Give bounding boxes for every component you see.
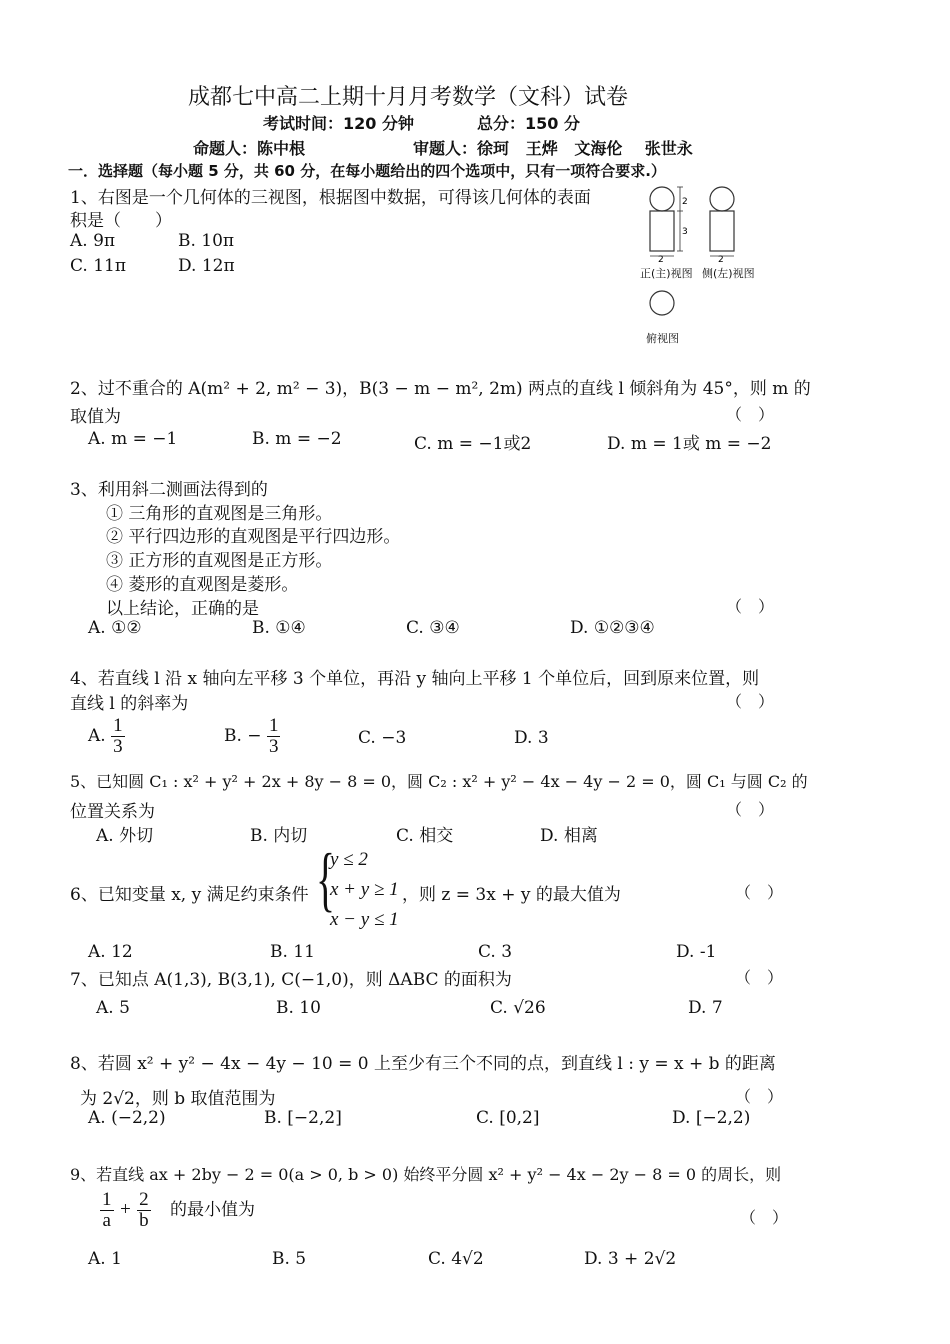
q6-constraint-1: y ≤ 2: [330, 849, 368, 870]
top-view: [650, 291, 674, 315]
q9-fraction-2: [137, 1190, 151, 1231]
q9-option-c: C. 4√2: [428, 1249, 484, 1269]
constraint-brace: {: [316, 839, 336, 919]
q3-statement-2: ② 平行四边形的直观图是平行四边形。: [106, 527, 401, 547]
q8-option-a: A. (−2,2): [88, 1108, 166, 1128]
q6-option-b: B. 11: [270, 942, 315, 962]
q3-statement-1: ① 三角形的直观图是三角形。: [106, 504, 333, 524]
q4-b-numerator: 1: [268, 715, 279, 736]
dim-top-label: 2: [682, 197, 688, 207]
q8-stem-line2: 为 2√2，则 b 取值范围为: [80, 1089, 276, 1109]
q3-answer-paren: （ ）: [726, 597, 775, 616]
q6-constraint-3: x − y ≤ 1: [330, 909, 399, 930]
q7-stem: 7、已知点 A(1,3), B(3,1), C(−1,0)，则 ΔABC 的面积为: [70, 970, 512, 990]
q5-option-b: B. 内切: [250, 826, 308, 846]
q4-option-a: [88, 716, 125, 757]
q9-option-a: A. 1: [88, 1249, 122, 1269]
q1-stem-line2: 积是（ ）: [70, 211, 172, 231]
q6-option-c: C. 3: [478, 942, 513, 962]
q7-option-b: B. 10: [276, 998, 321, 1018]
front-view-caption: 正(主)视图: [640, 267, 693, 280]
q3-option-c: C. ③④: [406, 618, 460, 638]
q1-option-d: D. 12π: [178, 256, 235, 276]
q6-prefix: 6、已知变量 x, y 满足约束条件: [70, 885, 309, 905]
q8-option-b: B. [−2,2]: [264, 1108, 342, 1128]
q3-statement-4: ④ 菱形的直观图是菱形。: [106, 575, 299, 595]
q4-option-c: C. −3: [358, 728, 407, 748]
q9-expression: [100, 1190, 255, 1231]
q4-option-a-fraction: [111, 716, 125, 757]
q5-stem-line1: 5、已知圆 C₁ : x² + y² + 2x + 8y − 8 = 0，圆 C₂ : x² + y² − 4x − 4y − 2 = 0，圆 C₁ 与圆 C₂ 的: [70, 772, 808, 791]
q4-option-b-label: B. −: [224, 726, 262, 746]
q8-stem-line1: 8、若圆 x² + y² − 4x − 4y − 10 = 0 上至少有三个不同的点，到直线 l : y = x + b 的距离: [70, 1054, 776, 1074]
q2-option-c: C. m = −1或2: [414, 434, 532, 454]
q2-stem-line1: 2、过不重合的 A(m² + 2, m² − 3)，B(3 − m − m², 2m) 两点的直线 l 倾斜角为 45°，则 m 的: [70, 379, 811, 399]
q4-option-a-label: A.: [88, 726, 106, 746]
q7-option-c: C. √26: [490, 998, 546, 1018]
exam-title: 成都七中高二上期十月月考数学（文科）试卷: [188, 85, 629, 110]
q9-f1-denominator: a: [102, 1210, 111, 1231]
q9-f2-denominator: b: [139, 1210, 149, 1231]
q5-option-a: A. 外切: [96, 826, 154, 846]
q4-b-denominator: 3: [268, 736, 279, 757]
q9-f2-numerator: 2: [139, 1189, 149, 1210]
q4-stem-line2: 直线 l 的斜率为: [70, 694, 189, 714]
q2-option-b: B. m = −2: [252, 429, 342, 449]
q4-stem-line1: 4、若直线 l 沿 x 轴向左平移 3 个单位，再沿 y 轴向上平移 1 个单位后，回到原来位置，则: [70, 669, 760, 689]
q8-option-c: C. [0,2]: [476, 1108, 540, 1128]
q3-conclusion: 以上结论，正确的是: [106, 599, 259, 619]
q8-option-d: D. [−2,2): [672, 1108, 751, 1128]
q3-option-d: D. ①②③④: [570, 618, 655, 638]
q1-option-a: A. 9π: [70, 231, 116, 251]
q3-option-b: B. ①④: [252, 618, 306, 638]
exam-total: 总分：150 分: [477, 114, 580, 133]
q9-option-b: B. 5: [272, 1249, 307, 1269]
exam-reviewers: 审题人：徐珂 王烨 文海伦 张世永: [413, 139, 693, 158]
q2-option-a: A. m = −1: [88, 429, 178, 449]
q1-option-c: C. 11π: [70, 256, 127, 276]
top-view-caption: 俯视图: [646, 332, 679, 345]
q4-option-b-fraction: [267, 716, 281, 757]
q3-option-a: A. ①②: [88, 618, 142, 638]
q6-option-a: A. 12: [88, 942, 133, 962]
q7-option-a: A. 5: [96, 998, 130, 1018]
exam-author: 命题人：陈中根: [193, 139, 306, 158]
q6-answer-paren: （ ）: [735, 883, 784, 902]
q5-option-c: C. 相交: [396, 826, 454, 846]
q3-stem: 3、利用斜二测画法得到的: [70, 480, 268, 500]
q9-f1-numerator: 1: [102, 1189, 112, 1210]
q4-a-denominator: 3: [113, 736, 123, 757]
q7-option-d: D. 7: [688, 998, 723, 1018]
dim-height-label: 3: [682, 227, 688, 237]
q4-option-d: D. 3: [514, 728, 549, 748]
q1-option-b: B. 10π: [178, 231, 235, 251]
front-view: [650, 187, 688, 265]
q7-answer-paren: （ ）: [735, 968, 784, 987]
q9-fraction-1: [100, 1190, 114, 1231]
q9-suffix: 的最小值为: [170, 1200, 256, 1220]
dim-width-front-label: 2: [658, 255, 664, 265]
q9-answer-paren: （ ）: [740, 1208, 789, 1227]
q6-option-d: D. -1: [676, 942, 717, 962]
q1-stem-line1: 1、右图是一个几何体的三视图，根据图中数据，可得该几何体的表面: [70, 188, 591, 208]
q2-stem-line2: 取值为: [70, 407, 121, 427]
q5-option-d: D. 相离: [540, 826, 598, 846]
section-heading: 一．选择题（每小题 5 分，共 60 分，在每小题给出的四个选项中，只有一项符合要求.）: [68, 162, 666, 180]
q3-statement-3: ③ 正方形的直观图是正方形。: [106, 551, 333, 571]
q5-answer-paren: （ ）: [726, 800, 775, 819]
side-view-caption: 侧(左)视图: [702, 267, 755, 280]
q4-option-b: [224, 716, 280, 757]
exam-time: 考试时间：120 分钟: [263, 114, 414, 133]
q2-option-d: D. m = 1或 m = −2: [607, 434, 772, 454]
q9-stem-line1: 9、若直线 ax + 2by − 2 = 0(a > 0, b > 0) 始终平分圆 x² + y² − 4x − 2y − 8 = 0 的周长，则: [70, 1165, 782, 1184]
dim-width-side-label: 2: [718, 255, 724, 265]
q4-a-numerator: 1: [113, 715, 123, 736]
side-view: [710, 187, 734, 265]
q6-constraint-2: x + y ≥ 1: [330, 879, 399, 900]
q6-suffix: ，则 z = 3x + y 的最大值为: [402, 885, 621, 905]
q8-answer-paren: （ ）: [735, 1087, 784, 1106]
q4-answer-paren: （ ）: [726, 692, 775, 711]
q9-plus: +: [118, 1199, 132, 1220]
q2-answer-paren: （ ）: [726, 405, 775, 424]
q5-stem-line2: 位置关系为: [70, 802, 155, 822]
q9-option-d: D. 3 + 2√2: [584, 1249, 677, 1269]
